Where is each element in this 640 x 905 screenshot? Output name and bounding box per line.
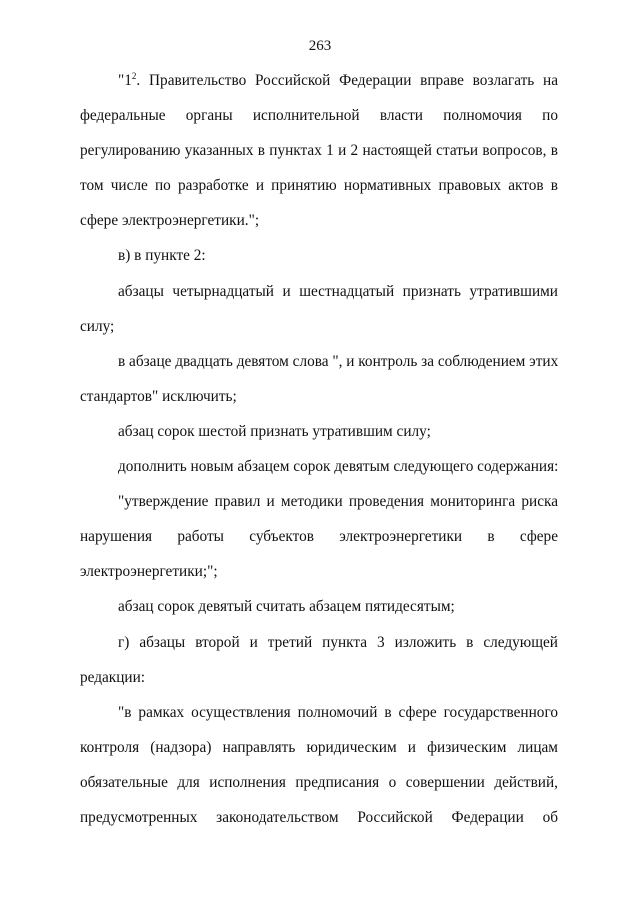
text-line: "утверждение правил и методики проведения мониторинга риска <box>118 493 558 511</box>
text-line: абзацы четырнадцатый и шестнадцатый признать утратившими <box>118 282 558 300</box>
text-line: силу; <box>80 317 115 335</box>
text-line: в абзаце двадцать девятом слова ", и контроль за соблюдением этих <box>118 352 559 370</box>
text-line: обязательные для исполнения предписания о совершении действий, <box>80 773 558 791</box>
text-line: электроэнергетики;"; <box>80 563 218 581</box>
text-fragment: . Правительство Российской Федерации вправе возлагать на <box>136 72 558 89</box>
text-line: контроля (надзора) направлять юридическим и физическим лицам <box>80 738 558 756</box>
text-line: регулированию указанных в пунктах 1 и 2 настоящей статьи вопросов, в <box>80 142 558 160</box>
text-line: г) абзацы второй и третий пункта 3 изложить в следующей <box>118 633 558 651</box>
text-line: стандартов" исключить; <box>80 387 237 405</box>
text-line: абзац сорок девятый считать абзацем пятидесятым; <box>118 598 455 616</box>
text-line: "в рамках осуществления полномочий в сфере государственного <box>118 703 558 721</box>
text-line: редакции: <box>80 668 146 686</box>
text-line: в) в пункте 2: <box>118 247 206 265</box>
document-body <box>80 70 558 842</box>
text-line: нарушения работы субъектов электроэнергетики в сфере <box>80 528 558 546</box>
text-line: абзац сорок шестой признать утратившим силу; <box>118 422 431 440</box>
text-line: предусмотренных законодательством Российской Федерации об <box>80 808 558 826</box>
superscript: 2 <box>131 71 137 81</box>
page-number: 263 <box>308 38 332 54</box>
text-line <box>80 70 558 105</box>
quote-open-number: "1 <box>118 72 132 89</box>
text-line: федеральные органы исполнительной власти полномочия по <box>80 107 558 125</box>
text-line: сфере электроэнергетики."; <box>80 212 260 230</box>
text-line: дополнить новым абзацем сорок девятым следующего содержания: <box>118 458 559 476</box>
text-line: том числе по разработке и принятию нормативных правовых актов в <box>80 177 558 195</box>
